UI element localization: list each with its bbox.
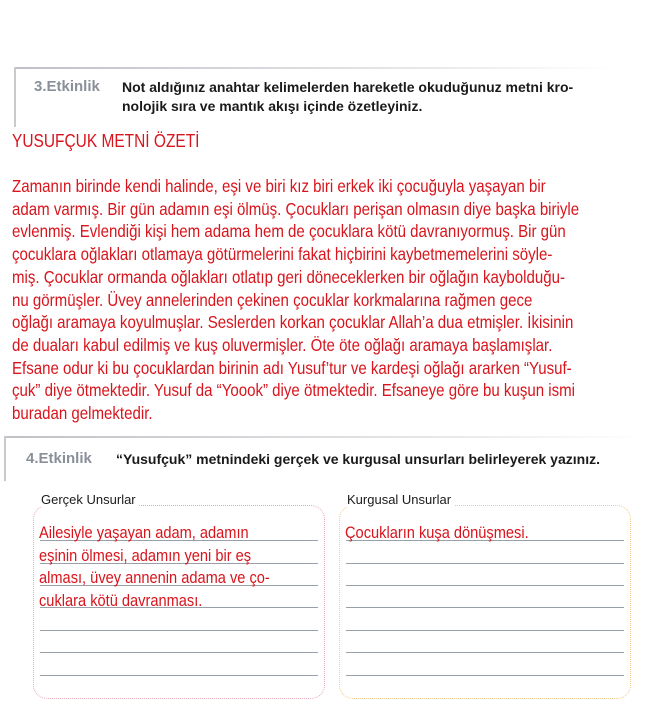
answer-line: eşinin ölmesi, adamın yeni bir eş bbox=[39, 545, 252, 565]
writing-line bbox=[346, 585, 624, 586]
real-elements-label: Gerçek Unsurlar bbox=[38, 492, 139, 507]
activity-number: 4.Etkinlik bbox=[26, 450, 92, 467]
answer-line: Ailesiyle yaşayan adam, adamın bbox=[39, 523, 249, 542]
answer-line: Çocukların kuşa dönüşmesi. bbox=[345, 523, 529, 542]
activity-instruction: “Yusufçuk” metnindeki gerçek ve kurgusal unsurları belirleyerek yazınız. bbox=[116, 451, 600, 467]
fictional-elements-label: Kurgusal Unsurlar bbox=[344, 492, 454, 507]
answer-line: alması, üvey annenin adama ve ço- bbox=[39, 568, 270, 587]
text-line: miş. Çocuklar ormanda oğlakları otlatıp geri döneceklerken bir oğlağın kaybolduğu- bbox=[12, 266, 565, 287]
text-line: buradan gelmektedir. bbox=[12, 403, 153, 424]
text-line: nu görmüşler. Üvey annelerinden çekinen çocuklar korkmalarına rağmen gece bbox=[12, 289, 533, 310]
real-elements-answer bbox=[39, 522, 307, 612]
real-elements-box[interactable] bbox=[33, 492, 325, 699]
writing-line bbox=[346, 630, 624, 631]
writing-line bbox=[40, 630, 318, 631]
writing-line bbox=[346, 563, 624, 564]
writing-line bbox=[346, 607, 624, 608]
activity-4-section bbox=[4, 436, 646, 481]
summary-title: YUSUFÇUK METNİ ÖZETİ bbox=[12, 131, 200, 151]
divider bbox=[16, 67, 616, 69]
instruction-line: Not aldığınız anahtar kelimelerden hareketle okuduğunuz metni kro- bbox=[122, 79, 574, 95]
text-line: oğlağı aramaya koyulmuşlar. Seslerden korkan çocuklar Allah’a dua etmişler. İkisinin bbox=[12, 312, 574, 333]
answer-line: cuklara kötü davranması. bbox=[39, 590, 203, 610]
fictional-elements-answer bbox=[345, 522, 559, 545]
divider bbox=[6, 436, 646, 438]
fictional-elements-box[interactable] bbox=[339, 492, 631, 699]
activity-number: 3.Etkinlik bbox=[34, 78, 100, 95]
activity-3-section bbox=[14, 67, 616, 127]
text-line: Zamanın birinde kendi halinde, eşi ve biri kız biri erkek iki çocuğuyla yaşayan bir bbox=[12, 176, 546, 196]
writing-line bbox=[40, 652, 318, 653]
text-line: Efsane odur ki bu çocuklardan birinin adı Yusuf’tur ve kardeşi oğlağı ararken “Yusuf- bbox=[12, 357, 572, 378]
text-line: çuk” diye ötmektedir. Yusuf da “Yoook” diye ötmektedir. Efsaneye göre bu kuşun ismi bbox=[12, 380, 576, 401]
instruction-line: nolojik sıra ve mantık akışı içinde özetleyiniz. bbox=[122, 98, 423, 114]
summary-text bbox=[12, 175, 670, 425]
writing-line bbox=[346, 652, 624, 653]
writing-line bbox=[40, 675, 318, 676]
text-line: evlenmiş. Evlendiği kişi hem adama hem de çocuklara kötü davranıyormuş. Bir gün bbox=[12, 221, 566, 242]
writing-line bbox=[346, 675, 624, 676]
text-line: de duaları kabul edilmiş ve kuş oluvermişler. Öte öte oğlağı aramaya başlamışlar. bbox=[12, 334, 553, 355]
text-line: adam varmış. Bir gün adamın eşi ölmüş. Çocukları perişan olmasın diye başka biriyle bbox=[12, 198, 580, 219]
activity-instruction bbox=[122, 78, 573, 116]
text-line: çocuklara oğlakları otlamaya götürmelerini fakat hiçbirini kaybetmemelerini söyle- bbox=[12, 244, 553, 265]
